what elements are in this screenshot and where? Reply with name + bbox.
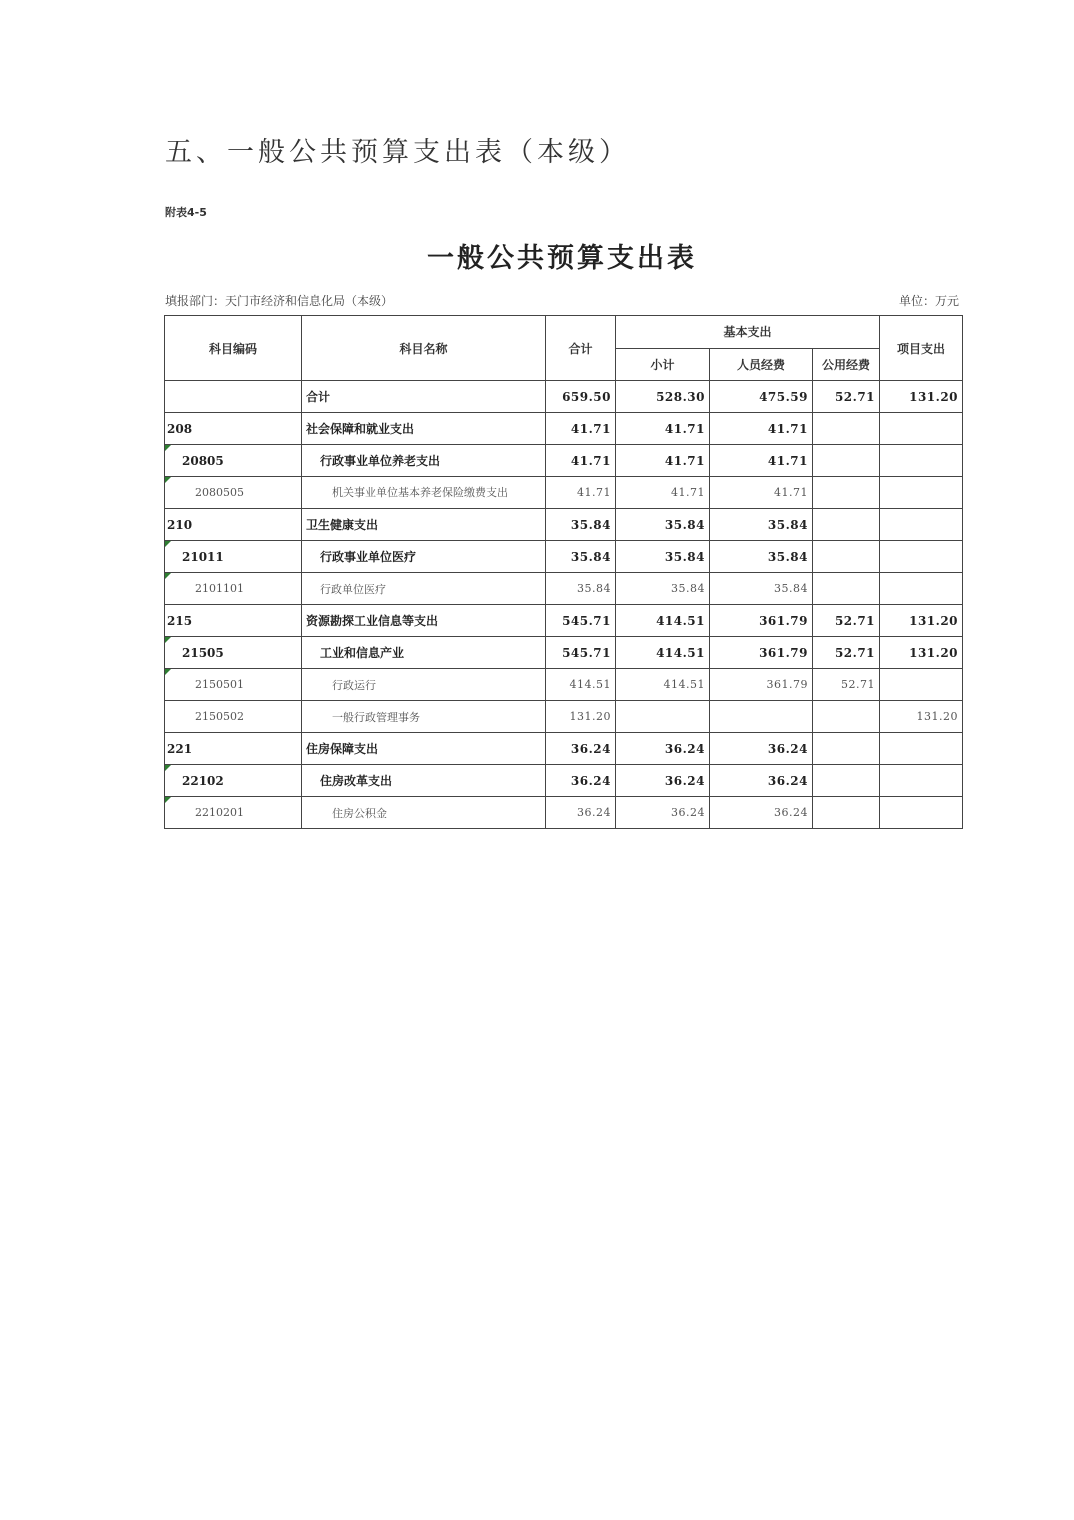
cell-personnel: 41.71 xyxy=(710,477,813,509)
cell-personnel: 35.84 xyxy=(710,509,813,541)
cell-public: 52.71 xyxy=(813,669,880,701)
cell-code: 221 xyxy=(165,733,302,765)
cell-subtotal: 41.71 xyxy=(616,413,710,445)
cell-public: 52.71 xyxy=(813,381,880,413)
header-personnel: 人员经费 xyxy=(710,348,813,381)
cell-project: 131.20 xyxy=(880,637,963,669)
header-name: 科目名称 xyxy=(302,316,546,381)
cell-project xyxy=(880,413,963,445)
cell-personnel xyxy=(710,701,813,733)
cell-project xyxy=(880,445,963,477)
cell-code: 215 xyxy=(165,605,302,637)
table-row xyxy=(165,605,963,637)
cell-name: 行政事业单位养老支出 xyxy=(302,445,546,477)
cell-name: 合计 xyxy=(302,381,546,413)
cell-total: 41.71 xyxy=(546,445,616,477)
cell-code: 2150502 xyxy=(165,701,302,733)
cell-name: 工业和信息产业 xyxy=(302,637,546,669)
section-heading: 五、一般公共预算支出表（本级） xyxy=(165,137,630,168)
cell-code: 21011 xyxy=(165,541,302,573)
cell-project xyxy=(880,541,963,573)
cell-project xyxy=(880,797,963,829)
cell-total: 35.84 xyxy=(546,509,616,541)
cell-subtotal: 414.51 xyxy=(616,669,710,701)
table-row xyxy=(165,477,963,509)
cell-code: 20805 xyxy=(165,445,302,477)
cell-project xyxy=(880,765,963,797)
cell-public xyxy=(813,701,880,733)
cell-name: 住房改革支出 xyxy=(302,765,546,797)
table-row xyxy=(165,541,963,573)
table-row xyxy=(165,701,963,733)
cell-public xyxy=(813,509,880,541)
cell-code: 210 xyxy=(165,509,302,541)
table-row xyxy=(165,413,963,445)
table-row xyxy=(165,509,963,541)
cell-personnel: 35.84 xyxy=(710,541,813,573)
cell-code: 21505 xyxy=(165,637,302,669)
table-row xyxy=(165,669,963,701)
cell-public xyxy=(813,765,880,797)
header-basic: 基本支出 xyxy=(616,316,880,349)
cell-total: 545.71 xyxy=(546,637,616,669)
cell-name: 卫生健康支出 xyxy=(302,509,546,541)
cell-subtotal: 35.84 xyxy=(616,509,710,541)
cell-public: 52.71 xyxy=(813,637,880,669)
cell-subtotal xyxy=(616,701,710,733)
cell-subtotal: 414.51 xyxy=(616,605,710,637)
header-project: 项目支出 xyxy=(880,316,963,381)
cell-name: 行政事业单位医疗 xyxy=(302,541,546,573)
cell-subtotal: 36.24 xyxy=(616,765,710,797)
cell-total: 659.50 xyxy=(546,381,616,413)
table-row xyxy=(165,733,963,765)
cell-personnel: 361.79 xyxy=(710,669,813,701)
cell-public: 52.71 xyxy=(813,605,880,637)
cell-public xyxy=(813,573,880,605)
cell-personnel: 361.79 xyxy=(710,605,813,637)
cell-code: 2150501 xyxy=(165,669,302,701)
cell-total: 35.84 xyxy=(546,573,616,605)
attachment-label: 附表4-5 xyxy=(165,206,207,219)
header-subtotal: 小计 xyxy=(616,348,710,381)
table-row xyxy=(165,765,963,797)
cell-personnel: 475.59 xyxy=(710,381,813,413)
cell-personnel: 36.24 xyxy=(710,797,813,829)
cell-code: 22102 xyxy=(165,765,302,797)
cell-total: 131.20 xyxy=(546,701,616,733)
cell-name: 住房公积金 xyxy=(302,797,546,829)
cell-name: 社会保障和就业支出 xyxy=(302,413,546,445)
cell-total: 41.71 xyxy=(546,413,616,445)
cell-public xyxy=(813,733,880,765)
table-row xyxy=(165,573,963,605)
cell-name: 机关事业单位基本养老保险缴费支出 xyxy=(302,477,546,509)
cell-public xyxy=(813,477,880,509)
cell-subtotal: 36.24 xyxy=(616,797,710,829)
cell-total: 545.71 xyxy=(546,605,616,637)
cell-name: 资源勘探工业信息等支出 xyxy=(302,605,546,637)
cell-personnel: 361.79 xyxy=(710,637,813,669)
cell-subtotal: 35.84 xyxy=(616,573,710,605)
cell-subtotal: 528.30 xyxy=(616,381,710,413)
table-row xyxy=(165,637,963,669)
cell-project: 131.20 xyxy=(880,701,963,733)
cell-project xyxy=(880,669,963,701)
cell-personnel: 36.24 xyxy=(710,733,813,765)
table-row xyxy=(165,445,963,477)
cell-subtotal: 35.84 xyxy=(616,541,710,573)
cell-name: 一般行政管理事务 xyxy=(302,701,546,733)
cell-project xyxy=(880,509,963,541)
cell-code: 2080505 xyxy=(165,477,302,509)
cell-project xyxy=(880,733,963,765)
cell-public xyxy=(813,797,880,829)
cell-total: 36.24 xyxy=(546,797,616,829)
cell-subtotal: 41.71 xyxy=(616,445,710,477)
cell-name: 住房保障支出 xyxy=(302,733,546,765)
cell-public xyxy=(813,541,880,573)
unit-label: 单位：万元 xyxy=(898,294,959,308)
cell-personnel: 41.71 xyxy=(710,445,813,477)
cell-project xyxy=(880,477,963,509)
cell-project: 131.20 xyxy=(880,381,963,413)
cell-name: 行政单位医疗 xyxy=(302,573,546,605)
cell-project xyxy=(880,573,963,605)
cell-total: 414.51 xyxy=(546,669,616,701)
cell-public xyxy=(813,445,880,477)
cell-code: 2101101 xyxy=(165,573,302,605)
cell-project: 131.20 xyxy=(880,605,963,637)
table-row xyxy=(165,797,963,829)
cell-code: 208 xyxy=(165,413,302,445)
cell-subtotal: 36.24 xyxy=(616,733,710,765)
cell-code: 2210201 xyxy=(165,797,302,829)
cell-personnel: 35.84 xyxy=(710,573,813,605)
header-code: 科目编码 xyxy=(165,316,302,381)
cell-total: 36.24 xyxy=(546,733,616,765)
cell-subtotal: 41.71 xyxy=(616,477,710,509)
header-public: 公用经费 xyxy=(813,348,880,381)
cell-total: 41.71 xyxy=(546,477,616,509)
header-total: 合计 xyxy=(546,316,616,381)
cell-total: 35.84 xyxy=(546,541,616,573)
table-row xyxy=(165,381,963,413)
cell-total: 36.24 xyxy=(546,765,616,797)
budget-expenditure-table xyxy=(164,315,963,829)
cell-name: 行政运行 xyxy=(302,669,546,701)
department-label: 填报部门：天门市经济和信息化局（本级） xyxy=(165,294,394,308)
table-title: 一般公共预算支出表 xyxy=(427,243,697,274)
cell-subtotal: 414.51 xyxy=(616,637,710,669)
cell-code xyxy=(165,381,302,413)
cell-personnel: 41.71 xyxy=(710,413,813,445)
cell-public xyxy=(813,413,880,445)
cell-personnel: 36.24 xyxy=(710,765,813,797)
